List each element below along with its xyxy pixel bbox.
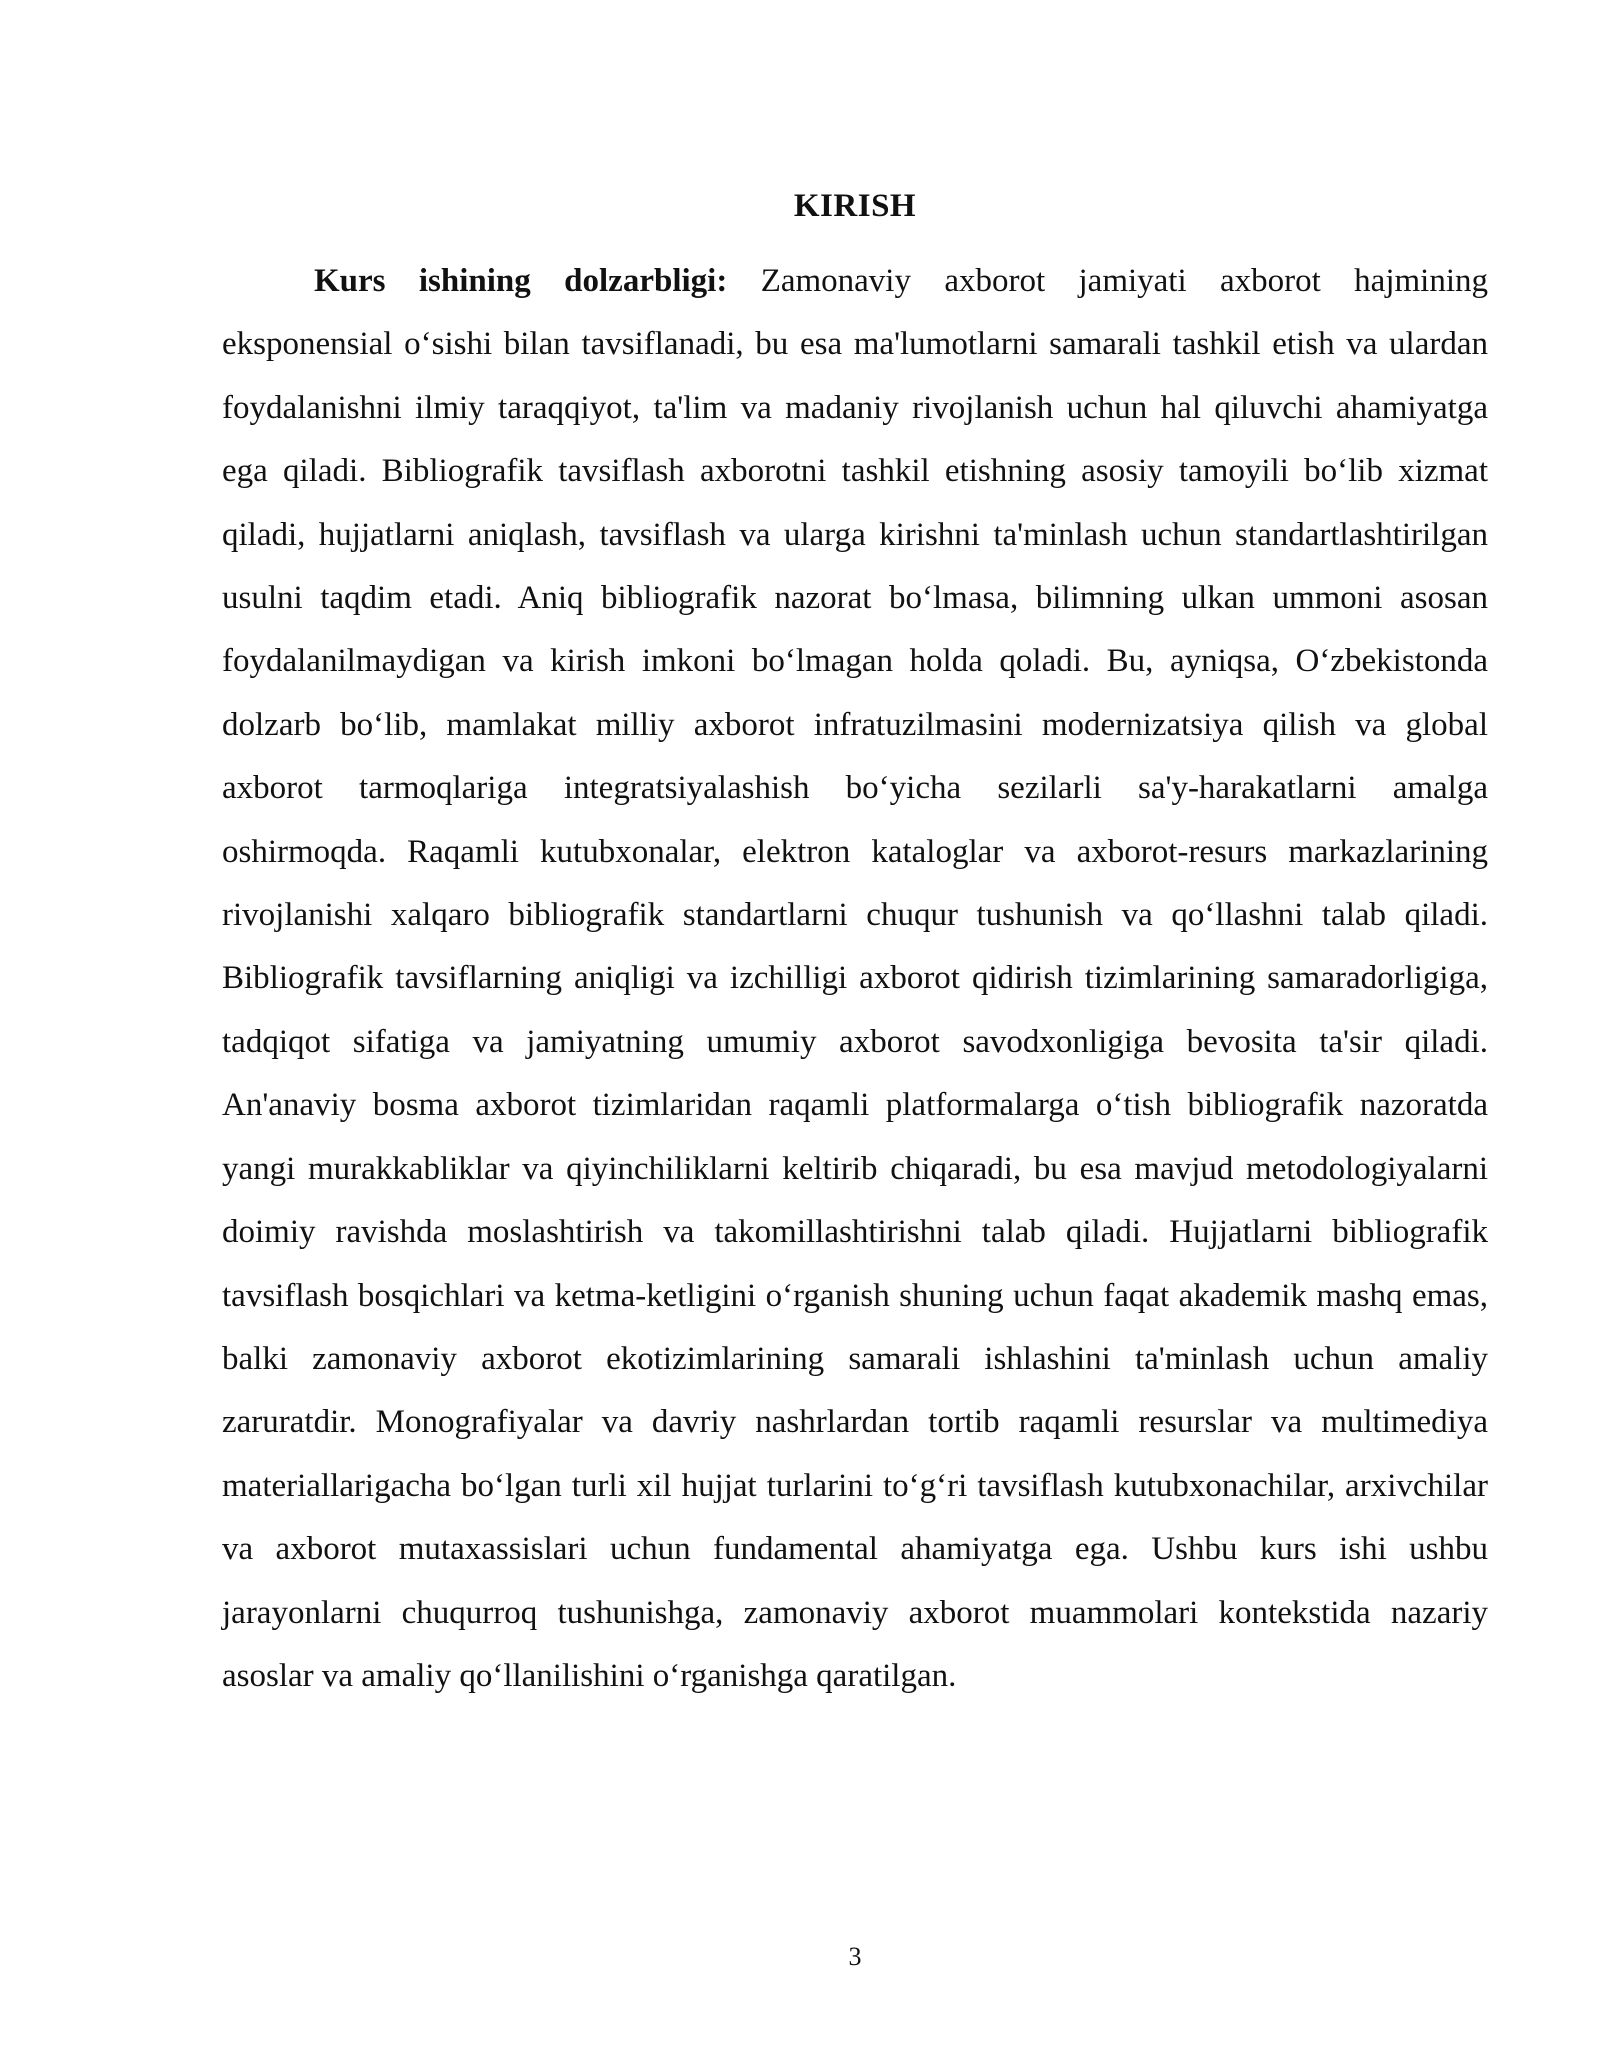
section-heading: KIRISH bbox=[793, 188, 917, 224]
paragraph-text: Zamonaviy axborot jamiyati axborot hajmining eksponensial o‘sishi bilan tavsiflanadi, bu esa ma'lumotlarni samarali tashkil etish va ulardan foydalanishni ilmiy taraqqiyot, ta'lim va madaniy rivojlanish uchun hal qiluvchi ahamiyatga ega qiladi. Bibliografik tavsiflash axborotni tashkil etishning asosiy tamoyili bo‘lib xizmat qiladi, hujjatlarni aniqlash, tavsiflash va ularga kirishni ta'minlash uchun standartlashtirilgan usulni taqdim etadi. Aniq bibliografik nazorat bo‘lmasa, bilimning ulkan ummoni asosan foydalanilmaydigan va kirish imkoni bo‘lmagan holda qoladi. Bu, ayniqsa, O‘zbekistonda dolzarb bo‘lib, mamlakat milliy axborot infratuzilmasini modernizatsiya qilish va global axborot tarmoqlariga integratsiyalashish bo‘yicha sezilarli sa'y-harakatlarni amalga oshirmoqda. Raqamli kutubxonalar, elektron kataloglar va axborot-resurs markazlarining rivojlanishi xalqaro bibliografik standartlarni chuqur tushunish va qo‘llashni talab qiladi. Bibliografik tavsiflarning aniqligi va izchilligi axborot qidirish tizimlarining samaradorligiga, tadqiqot sifatiga va jamiyatning umumiy axborot savodxonligiga bevosita ta'sir qiladi. An'anaviy bosma axborot tizimlaridan raqamli platformalarga o‘tish bibliografik nazoratda yangi murakkabliklar va qiyinchiliklarni keltirib chiqaradi, bu esa mavjud metodologiyalarni doimiy ravishda moslashtirish va takomillashtirishni talab qiladi. Hujjatlarni bibliografik tavsiflash bosqichlari va ketma-ketligini o‘rganish shuning uchun faqat akademik mashq emas, balki zamonaviy axborot ekotizimlarining samarali ishlashini ta'minlash uchun amaliy zaruratdir. Monografiyalar va davriy nashrlardan tortib raqamli resurslar va multimediya materiallarigacha bo‘lgan turli xil hujjat turlarini to‘g‘ri tavsiflash kutubxonachilar, arxivchilar va axborot mutaxassislari uchun fundamental ahamiyatga ega. Ushbu kurs ishi ushbu jarayonlarni chuqurroq tushunishga, zamonaviy axborot muammolari kontekstida nazariy asoslar va amaliy qo‘llanilishini o‘rganishga qaratilgan. bbox=[222, 263, 1488, 1694]
page-number: 3 bbox=[848, 1942, 862, 1971]
body-paragraph bbox=[222, 250, 1488, 1708]
paragraph-lead: Kurs ishining dolzarbligi: bbox=[314, 263, 728, 299]
